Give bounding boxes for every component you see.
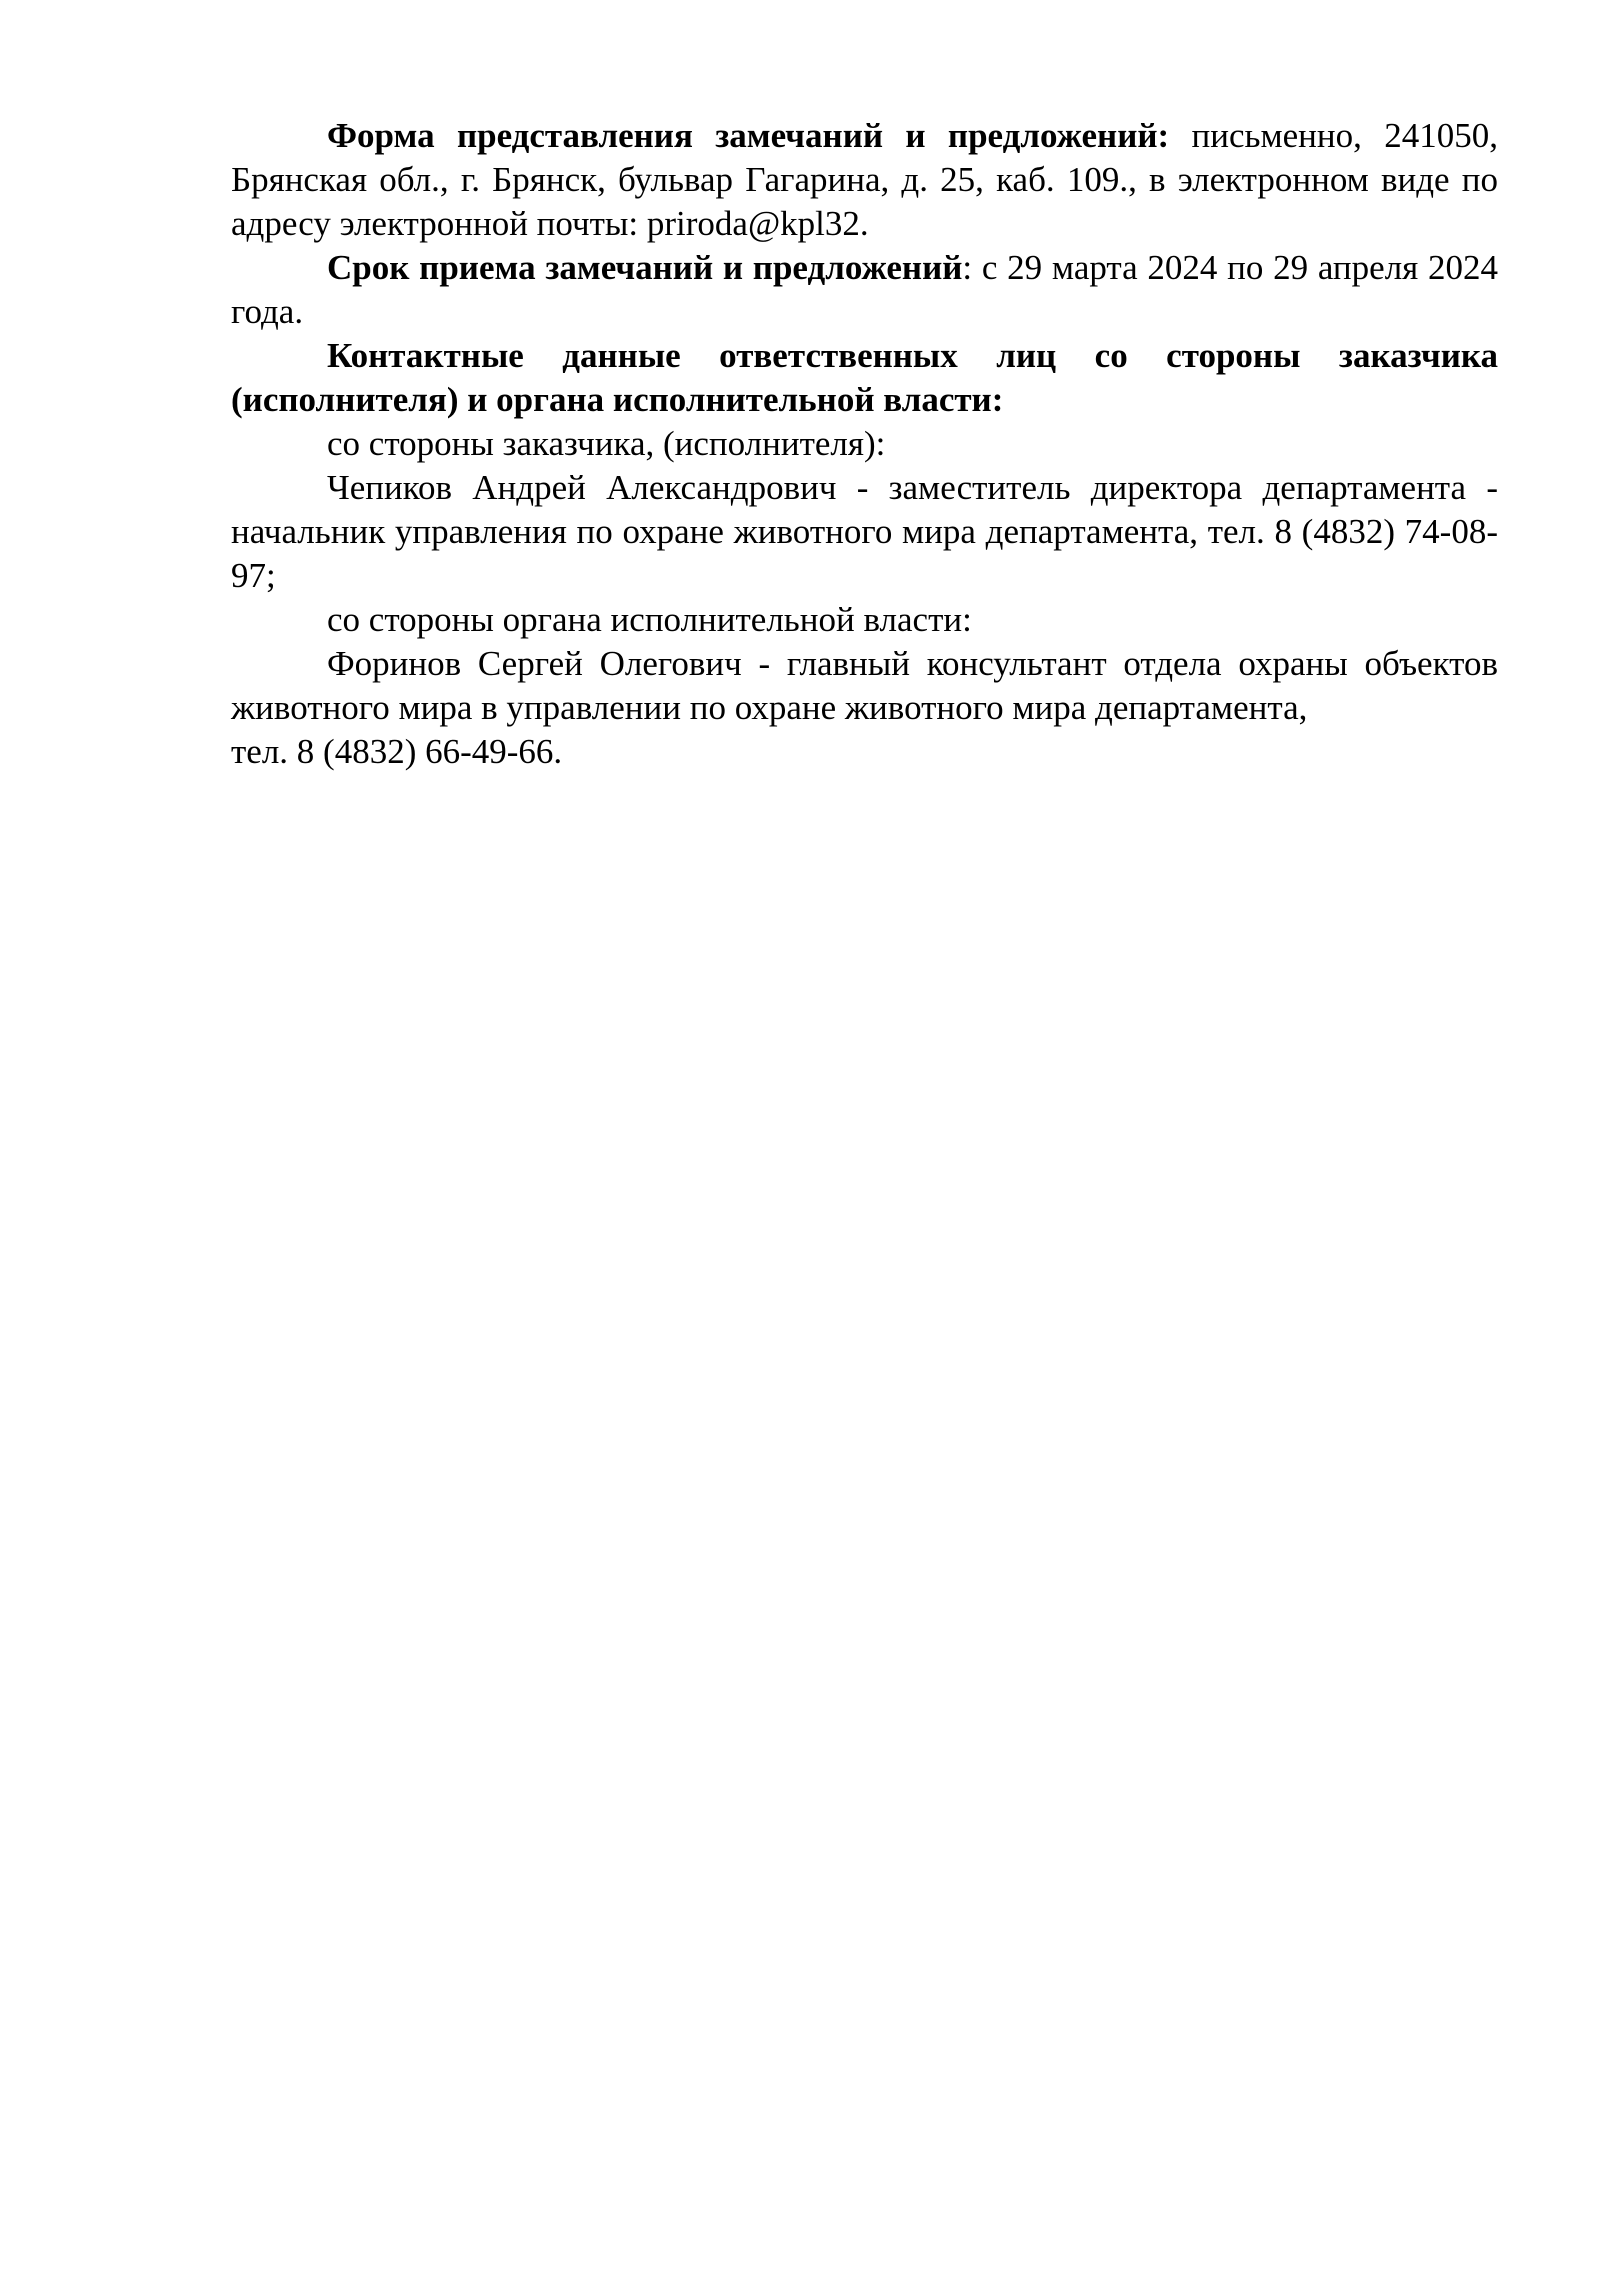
form-paragraph bbox=[231, 114, 1498, 246]
form-label: Форма представления замечаний и предложений: bbox=[327, 116, 1170, 155]
deadline-text: : с 29 марта 2024 по 29 апреля 2024 года. bbox=[231, 248, 1499, 331]
customer-contact-person: Чепиков Андрей Александрович - заместитель директора департамента - начальник управления по охране животного мира департамента, тел. 8 (4832) 74-08-97; bbox=[231, 468, 1498, 595]
deadline-paragraph bbox=[231, 246, 1498, 334]
form-text: письменно, 241050, Брянская обл., г. Брянск, бульвар Гагарина, д. 25, каб. 109., в электронном виде по адресу электронной почты: priroda@kpl32. bbox=[231, 116, 1498, 243]
deadline-label: Срок приема замечаний и предложений bbox=[327, 248, 963, 287]
authority-side-label: со стороны органа исполнительной власти: bbox=[327, 600, 972, 639]
authority-contact-person: Форинов Сергей Олегович - главный консультант отдела охраны объектов животного мира в управлении по охране животного мира департамента, bbox=[231, 644, 1498, 727]
customer-side-label: со стороны заказчика, (исполнителя): bbox=[327, 424, 886, 463]
contacts-heading: Контактные данные ответственных лиц со стороны заказчика (исполнителя) и органа исполнительной власти: bbox=[231, 336, 1498, 419]
authority-contact-phone: тел. 8 (4832) 66-49-66. bbox=[231, 732, 563, 771]
document-body bbox=[231, 114, 1498, 774]
